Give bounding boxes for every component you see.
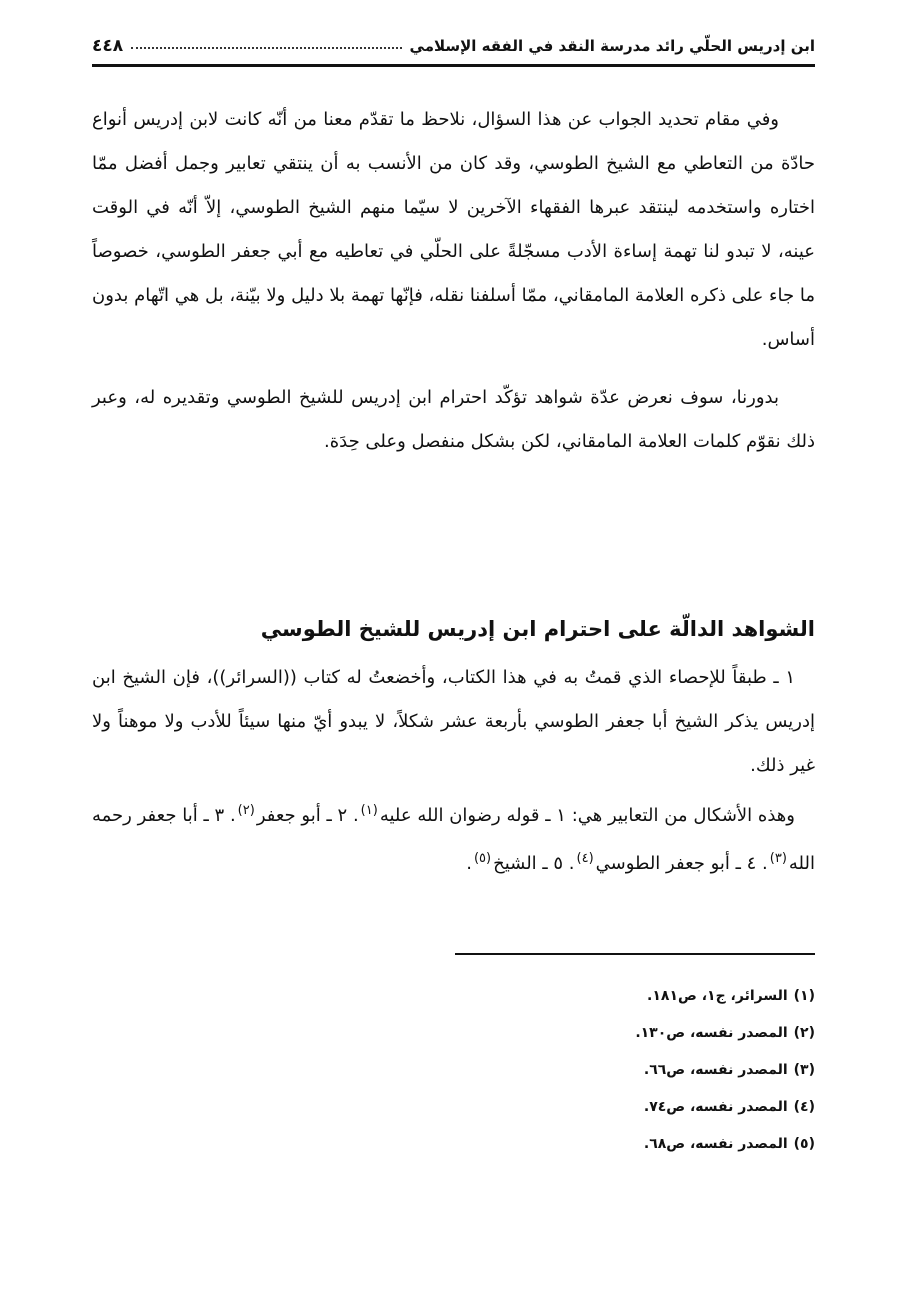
footnote-ref-4[interactable]: (٤) bbox=[576, 851, 594, 866]
section-text bbox=[92, 656, 815, 888]
book-title: ابن إدريس الحلّي رائد مدرسة النقد في الفقه الإسلامي bbox=[409, 37, 815, 55]
header-rule bbox=[92, 64, 815, 67]
form-2: . ٢ ـ أبو جعفر bbox=[256, 805, 359, 826]
leader-dots bbox=[131, 37, 401, 49]
footnote-text: السرائر، ج١، ص١٨١. bbox=[647, 988, 788, 1004]
footnote-text: المصدر نفسه، ص٦٨. bbox=[643, 1136, 788, 1152]
footnote-mark: (٥) bbox=[793, 1136, 815, 1152]
footnote-ref-1[interactable]: (١) bbox=[360, 803, 378, 818]
form-3: . ٣ ـ أبا جعفر رحمه الله bbox=[92, 805, 815, 874]
footnote-3 bbox=[92, 1052, 815, 1089]
section-heading: الشواهد الدالّة على احترام ابن إدريس للشيخ الطوسي bbox=[260, 617, 815, 641]
footnote-mark: (٤) bbox=[793, 1099, 815, 1115]
footnote-rule bbox=[455, 953, 815, 955]
end-period: . bbox=[466, 853, 472, 874]
footnote-mark: (٣) bbox=[793, 1062, 815, 1078]
footnote-mark: (٢) bbox=[793, 1025, 815, 1041]
forms-intro: وهذه الأشكال من التعابير هي: ١ ـ قوله رضوان الله عليه bbox=[379, 805, 795, 826]
footnote-1 bbox=[92, 978, 815, 1015]
paragraph-1: وفي مقام تحديد الجواب عن هذا السؤال، نلاحظ ما تقدّم معنا من أنّه كانت لابن إدريس أنواع حادّة من التعاطي مع الشيخ الطوسي، وقد كان من الأنسب به أن ينتقي تعابير وجمل أفضل ممّا اختاره واستخدمه لينتقد عبرها الفقهاء الآخرين لا سيّما منهم الشيخ الطوسي، إلاّ أنّه في الوقت عينه، لا تبدو لنا تهمة إساءة الأدب مسجّلةً على الحلّي في تعاطيه مع أبي جعفر الطوسي، خصوصاً ما جاء على ذكره العلامة المامقاني، ممّا أسلفنا نقله، فإنّها تهمة بلا دليل ولا بيّنة، بل هي اتّهام بدون أساس. bbox=[92, 109, 815, 350]
footnote-mark: (١) bbox=[793, 988, 815, 1004]
footnote-ref-5[interactable]: (٥) bbox=[473, 851, 492, 866]
footnote-text: المصدر نفسه، ص٧٤. bbox=[643, 1099, 788, 1115]
footnote-ref-2[interactable]: (٢) bbox=[237, 803, 255, 818]
footnote-text: المصدر نفسه، ص٦٦. bbox=[643, 1062, 788, 1078]
footnotes-list bbox=[92, 978, 815, 1163]
running-head bbox=[92, 30, 815, 62]
form-4: . ٤ ـ أبو جعفر الطوسي bbox=[595, 853, 768, 874]
form-5: . ٥ ـ الشيخ bbox=[493, 853, 575, 874]
list-item-1: ١ ـ طبقاً للإحصاء الذي قمتُ به في هذا الكتاب، وأخضعتُ له كتاب ((السرائر))، فإن الشيخ ابن إدريس يذكر الشيخ أبا جعفر الطوسي بأربعة عشر شكلاً، لا يبدو أيّ منها سيئاً للأدب ولا موهناً ولا غير ذلك. bbox=[92, 667, 815, 776]
footnote-2 bbox=[92, 1015, 815, 1052]
main-text bbox=[92, 98, 815, 464]
paragraph-2: بدورنا، سوف نعرض عدّة شواهد تؤكّد احترام ابن إدريس للشيخ الطوسي وتقديره له، وعبر ذلك نقوّم كلمات العلامة المامقاني، لكن بشكل منفصل وعلى حِدَة. bbox=[92, 387, 815, 452]
footnote-text: المصدر نفسه، ص١٣٠. bbox=[635, 1025, 788, 1041]
footnote-ref-3[interactable]: (٣) bbox=[769, 851, 787, 866]
forms-paragraph bbox=[92, 792, 815, 888]
footnote-5 bbox=[92, 1126, 815, 1163]
page-number: ٤٤٨ bbox=[92, 36, 124, 56]
footnote-4 bbox=[92, 1089, 815, 1126]
